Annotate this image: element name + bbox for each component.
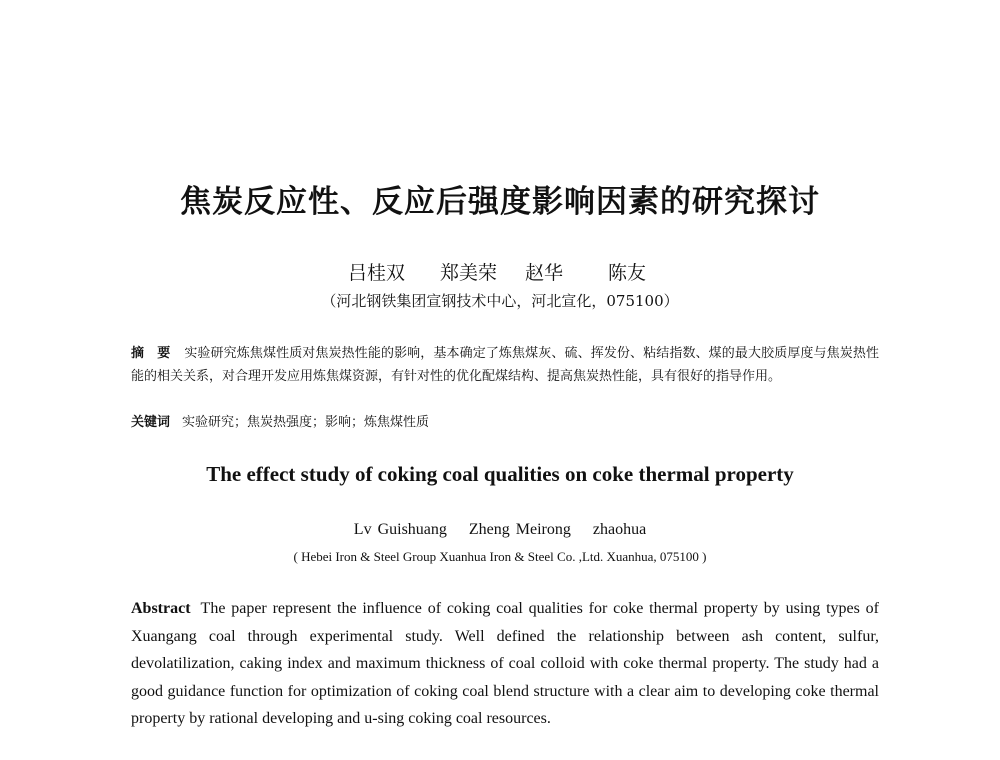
english-title: The effect study of coking coal qualities on coke thermal property: [206, 462, 794, 486]
chinese-abstract-label: 摘 要: [131, 346, 171, 361]
chinese-affiliation: （河北钢铁集团宣钢技术中心，河北宣化，075100）: [321, 292, 679, 310]
english-authors: [0, 521, 1000, 539]
chinese-keywords-text: 实验研究；焦炭热强度；影响；炼焦煤性质: [182, 415, 430, 430]
english-author: Lv Guishuang: [353, 521, 447, 538]
english-abstract: [131, 595, 879, 733]
english-affiliation: ( Hebei Iron & Steel Group Xuanhua Iron & Steel Co. ,Ltd. Xuanhua, 075100 ): [293, 549, 707, 564]
english-author: Zheng Meirong: [468, 521, 571, 538]
chinese-author: 吕桂双: [348, 262, 406, 284]
chinese-author: 赵华: [525, 262, 564, 284]
chinese-keywords: [131, 413, 879, 433]
chinese-author: 陈友: [608, 262, 647, 284]
chinese-author: 郑美荣: [440, 262, 498, 284]
chinese-abstract-text: 实验研究炼焦煤性质对焦炭热性能的影响，基本确定了炼焦煤灰、硫、挥发份、粘结指数、煤的最大胶质厚度与焦炭热性能的相关关系，对合理开发应用炼焦煤资源，有针对性的优化配煤结构、提高焦炭热性能，具有很好的指导作用。: [131, 346, 879, 384]
chinese-keywords-label: 关键词: [131, 415, 171, 430]
chinese-abstract: [131, 342, 879, 388]
english-abstract-text: The paper represent the influence of coking coal qualities for coke thermal property by using types of Xuangang coal through experimental study. Well defined the relationship between ash content, sulfur, devolatilization, caking index and maximum thickness of coal colloid with coke thermal property. The study had a good guidance function for optimization of coking coal blend structure with a clear aim to developing coke thermal property by rational developing and u-sing coking coal resources.: [131, 600, 879, 727]
english-abstract-label: Abstract: [131, 600, 191, 617]
english-author: zhaohua: [592, 521, 647, 538]
chinese-title: 焦炭反应性、反应后强度影响因素的研究探讨: [180, 184, 820, 220]
